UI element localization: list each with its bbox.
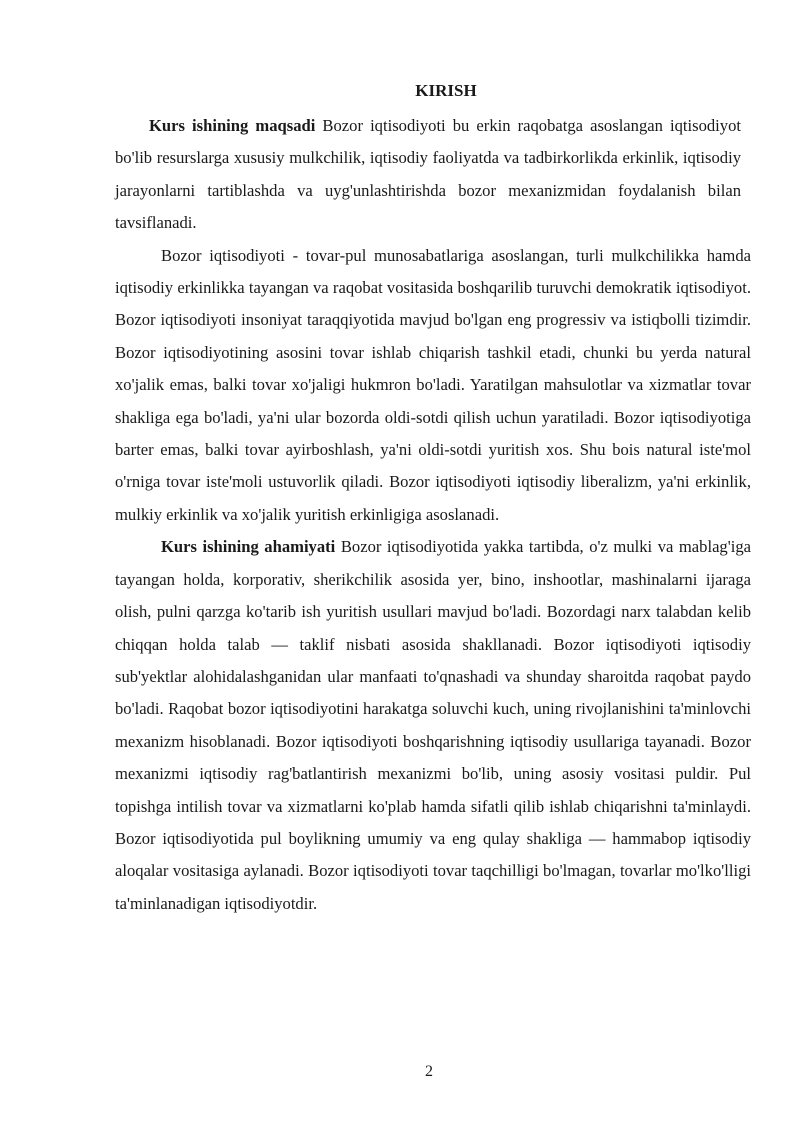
paragraph-text: Bozor iqtisodiyoti bu erkin raqobatga asoslangan iqtisodiyot bo'lib resurslarga xususiy mulkchilik, iqtisodiy faoliyatda va tadbirkorlikda erkinlik, iqtisodiy jarayonlarni tartiblashda va uyg'unlashtirishda bozor mexanizmidan foydalanish bilan tavsiflanadi. xyxy=(115,116,741,233)
paragraph-importance xyxy=(115,531,751,920)
paragraph-definition xyxy=(115,240,751,532)
paragraph-purpose xyxy=(115,110,741,240)
paragraph-text: Bozor iqtisodiyoti - tovar-pul munosabatlariga asoslangan, turli mulkchilikka hamda iqtisodiy erkinlikka tayangan va raqobat vositasida boshqarilib turuvchi demokratik iqtisodiyot. Bozor iqtisodiyoti insoniyat taraqqiyotida mavjud bo'lgan eng progressiv va istiqbolli tizimdir. Bozor iqtisodiyotining asosini tovar ishlab chiqarish tashkil etadi, chunki bu yerda natural xo'jalik emas, balki tovar xo'jaligi hukmron bo'ladi. Yaratilgan mahsulotlar va xizmatlar tovar shakliga ega bo'ladi, ya'ni ular bozorda oldi-sotdi qilish uchun yaratiladi. Bozor iqtisodiyotiga barter emas, balki tovar ayirboshlash, ya'ni oldi-sotdi yuritish xos. Shu bois natural iste'mol o'rniga tovar iste'moli ustuvorlik qiladi. Bozor iqtisodiyoti iqtisodiy liberalizm, ya'ni erkinlik, mulkiy erkinlik va xo'jalik yuritish erkinligiga asoslanadi. xyxy=(115,245,751,524)
document-body xyxy=(115,110,751,920)
page-number: 2 xyxy=(425,1063,433,1080)
page-title: KIRISH xyxy=(415,81,477,100)
paragraph-lead: Kurs ishining maqsadi xyxy=(149,116,316,135)
paragraph-lead: Kurs ishining ahamiyati xyxy=(161,537,336,557)
paragraph-text: Bozor iqtisodiyotida yakka tartibda, o'z mulki va mablag'iga tayangan holda, korporativ, sherikchilik asosida yer, bino, inshootlar, mashinalarni ijaraga olish, pulni qarzga ko'tarib ish yuritish usullari mavjud bo'ladi. Bozordagi narx talabdan kelib chiqqan holda talab — taklif nisbati asosida shakllanadi. Bozor iqtisodiyoti iqtisodiy sub'yektlar alohidalashganidan ular manfaati to'qnashadi va shunday sharoitda raqobat paydo bo'ladi. Raqobat bozor iqtisodiyotini harakatga soluvchi kuch, uning rivojlanishini ta'minlovchi mexanizm hisoblanadi. Bozor iqtisodiyoti boshqarishning iqtisodiy usullariga tayanadi. Bozor mexanizmi iqtisodiy rag'batlantirish mexanizmi bo'lib, uning asosiy vositasi puldir. Pul topishga intilish tovar va xizmatlarni ko'plab hamda sifatli qilib ishlab chiqarishni ta'minlaydi. Bozor iqtisodiyotida pul boylikning umumiy va eng qulay shakliga — hammabop iqtisodiy aloqalar vositasiga aylanadi. Bozor iqtisodiyoti tovar taqchilligi bo'lmagan, tovarlar mo'lko'lligi ta'minlanadigan iqtisodiyotdir. xyxy=(115,537,751,913)
